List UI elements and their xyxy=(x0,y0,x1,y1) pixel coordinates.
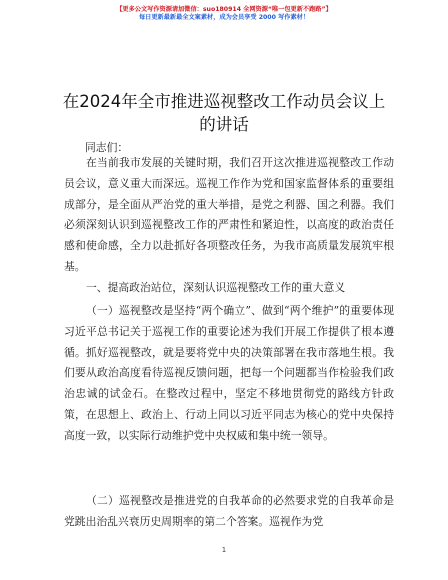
paragraph-text: （二）巡视整改是推进党的自我革命的必然要求党的自我革命是党跳出治乱兴衰历史周期率的第二个答案。巡视作为党 xyxy=(64,494,394,528)
paragraph-text: （一）巡视整改是坚持“两个确立”、做到“两个维护”的重要体现习近平总书记关于巡视工作的重要论述为我们开展工作提供了根本遵循。抓好巡视整改，就是要将党中央的决策部署在我市落地生根。我们要从政治高度看待巡视反馈问题，把每一个问题都当作检验我们政治忠诚的试金石。在整改过程中，坚定不移地贯彻党的路线方针政策，在思想上、政治上、行动上同以习近平同志为核心的党中央保持高度一致，以实际行动维护党中央权威和集中统一领导。 xyxy=(64,304,394,442)
section-heading-text: 一、提高政治站位，深刻认识巡视整改工作的重大意义 xyxy=(86,281,346,294)
paragraph-intro xyxy=(64,153,394,278)
document-title: 在2024年全市推进巡视整改工作动员会议上的讲话 xyxy=(62,92,386,134)
paragraph-text: 在当前我市发展的关键时期，我们召开这次推进巡视整改工作动员会议，意义重大而深远。巡视工作作为党和国家监督体系的重要组成部分，是全面从严治党的重大举措，是党之利器、国之利器。我们必须深刻认识到巡视整改工作的严肃性和紧迫性，以高度的政治责任感和使命感，全力以赴抓好各项整改任务，为我市高质量发展筑牢根基。 xyxy=(64,156,394,273)
paragraph-point-1 xyxy=(64,301,394,447)
paragraph-point-2 xyxy=(64,491,394,533)
section-heading xyxy=(64,278,394,299)
salutation: 同志们： xyxy=(85,141,129,154)
page-number: 1 xyxy=(221,546,227,554)
promo-banner-line-1: 【更多公文写作资源请加微信：suo180914 全网资源“唯一包更新不跑路”】 xyxy=(116,6,332,13)
promo-banner xyxy=(0,6,448,22)
promo-banner-line-2: 每日更新最新最全文案素材，成为会员享受 2000 写作素材！ xyxy=(138,14,310,21)
